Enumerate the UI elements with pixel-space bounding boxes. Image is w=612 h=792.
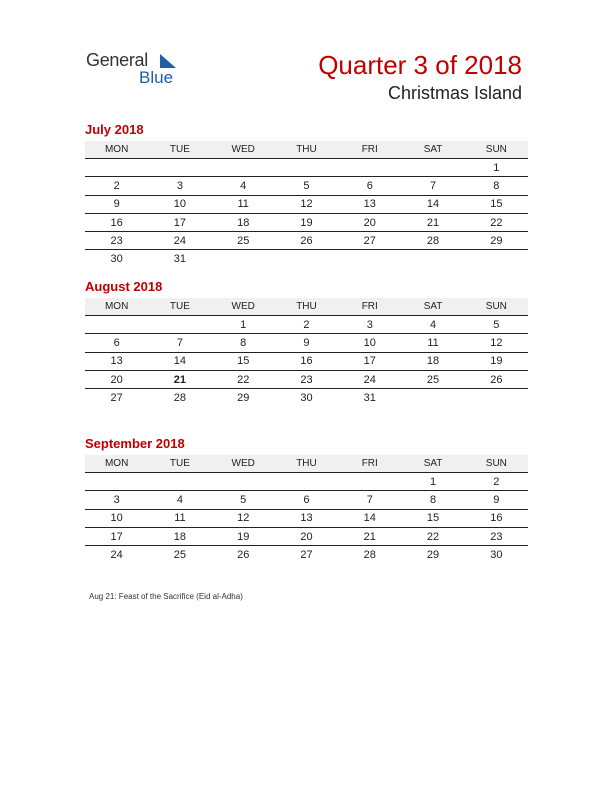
- month-title: August 2018: [85, 279, 163, 294]
- weekday-label: SAT: [401, 455, 464, 473]
- day-cell: 3: [148, 177, 211, 195]
- empty-day-cell: [465, 389, 528, 407]
- empty-day-cell: [275, 250, 338, 268]
- day-cell: 7: [401, 177, 464, 195]
- month-block-july: [85, 122, 528, 268]
- day-cell: 1: [212, 316, 275, 334]
- day-cell: 5: [465, 316, 528, 334]
- day-cell: 5: [212, 491, 275, 509]
- day-cell: 22: [212, 370, 275, 388]
- day-cell: 20: [275, 527, 338, 545]
- week-row: [85, 159, 528, 177]
- holiday-note: Aug 21: Feast of the Sacrifice (Eid al-Adha): [89, 592, 243, 601]
- day-cell: 18: [212, 213, 275, 231]
- day-cell: 20: [85, 370, 148, 388]
- day-cell: 31: [363, 391, 376, 404]
- month-title: July 2018: [85, 122, 144, 137]
- empty-day-cell: [401, 389, 464, 407]
- weekday-label: TUE: [148, 455, 211, 473]
- day-cell: 19: [275, 213, 338, 231]
- day-cell: 24: [148, 232, 211, 250]
- day-cell: 23: [275, 370, 338, 388]
- weekday-label: MON: [85, 455, 148, 473]
- day-cell: 14: [148, 352, 211, 370]
- week-row: [85, 509, 528, 527]
- empty-day-cell: [338, 250, 401, 268]
- day-cell: 26: [237, 548, 250, 561]
- day-cell: 14: [338, 509, 401, 527]
- weekday-label: THU: [275, 455, 338, 473]
- day-cell: 30: [490, 548, 503, 561]
- empty-day-cell: [401, 250, 464, 268]
- day-cell: 29: [426, 548, 440, 561]
- week-row: [85, 527, 528, 545]
- empty-day-cell: [275, 159, 338, 177]
- page-subtitle: Christmas Island: [387, 83, 522, 103]
- week-row: [85, 473, 528, 491]
- day-cell: 7: [338, 491, 401, 509]
- day-cell: 12: [212, 509, 275, 527]
- weekday-label: WED: [212, 141, 275, 159]
- day-cell: 13: [275, 509, 338, 527]
- empty-day-cell: [212, 250, 275, 268]
- day-cell: 18: [401, 352, 464, 370]
- empty-day-cell: [148, 159, 211, 177]
- month-block-august: [85, 279, 528, 406]
- day-cell: 8: [465, 177, 528, 195]
- weekday-label: SAT: [401, 298, 464, 316]
- day-cell: 7: [148, 334, 211, 352]
- day-cell: 26: [465, 370, 528, 388]
- empty-day-cell: [401, 159, 464, 177]
- day-cell: 10: [148, 195, 211, 213]
- day-cell: 12: [465, 334, 528, 352]
- calendar-grid: [85, 141, 528, 268]
- day-cell: 22: [401, 527, 464, 545]
- week-row: [85, 389, 528, 407]
- day-cell: 4: [148, 491, 211, 509]
- day-cell: 9: [465, 491, 528, 509]
- weekday-label: FRI: [338, 141, 401, 159]
- weekday-label: SAT: [401, 141, 464, 159]
- weekday-label: THU: [275, 298, 338, 316]
- logo-text-blue: Blue: [139, 68, 174, 87]
- day-cell: 10: [338, 334, 401, 352]
- logo-text-general: General: [86, 50, 148, 70]
- day-cell: 1: [465, 159, 528, 177]
- day-cell: 2: [275, 316, 338, 334]
- day-cell: 16: [275, 352, 338, 370]
- day-cell: 6: [85, 334, 148, 352]
- day-cell: 4: [401, 316, 464, 334]
- empty-day-cell: [465, 250, 528, 268]
- weekday-label: SUN: [465, 298, 528, 316]
- day-cell: 14: [401, 195, 464, 213]
- week-row: [85, 213, 528, 231]
- day-cell: 16: [465, 509, 528, 527]
- weekday-header-row: [85, 141, 528, 159]
- day-cell: 3: [85, 491, 148, 509]
- day-cell: 24: [338, 370, 401, 388]
- day-cell: 12: [275, 195, 338, 213]
- day-cell: 18: [148, 527, 211, 545]
- day-cell: 4: [212, 177, 275, 195]
- weekday-label: FRI: [338, 455, 401, 473]
- day-cell: 30: [110, 253, 123, 266]
- calendar-grid: [85, 298, 528, 406]
- day-cell: 15: [465, 195, 528, 213]
- empty-day-cell: [85, 316, 148, 334]
- day-cell: 27: [300, 548, 313, 561]
- day-cell: 9: [85, 195, 148, 213]
- empty-day-cell: [275, 473, 338, 491]
- week-row: [85, 195, 528, 213]
- day-cell: 5: [275, 177, 338, 195]
- empty-day-cell: [85, 159, 148, 177]
- empty-day-cell: [338, 159, 401, 177]
- weekday-label: MON: [85, 298, 148, 316]
- day-cell: 24: [110, 548, 123, 561]
- weekday-label: TUE: [148, 141, 211, 159]
- day-cell: 28: [401, 232, 464, 250]
- week-row: [85, 232, 528, 250]
- day-cell: 22: [465, 213, 528, 231]
- day-cell: 23: [85, 232, 148, 250]
- day-cell: 21: [148, 370, 211, 388]
- day-cell: 3: [338, 316, 401, 334]
- day-cell: 27: [338, 232, 401, 250]
- week-row: [85, 177, 528, 195]
- day-cell: 21: [338, 527, 401, 545]
- calendar-grid: [85, 455, 528, 563]
- empty-day-cell: [338, 473, 401, 491]
- day-cell: 11: [401, 334, 464, 352]
- day-cell: 16: [85, 213, 148, 231]
- weekday-label: THU: [275, 141, 338, 159]
- day-cell: 11: [212, 195, 275, 213]
- day-cell: 25: [401, 370, 464, 388]
- logo: [86, 50, 196, 90]
- week-row: [85, 334, 528, 352]
- day-cell: 15: [212, 352, 275, 370]
- day-cell: 8: [212, 334, 275, 352]
- day-cell: 13: [338, 195, 401, 213]
- day-cell: 25: [212, 232, 275, 250]
- week-row: [85, 250, 528, 268]
- day-cell: 28: [173, 391, 187, 404]
- day-cell: 20: [338, 213, 401, 231]
- weekday-label: MON: [85, 141, 148, 159]
- day-cell: 30: [300, 391, 313, 404]
- week-row: [85, 546, 528, 564]
- day-cell: 11: [148, 509, 211, 527]
- day-cell: 21: [401, 213, 464, 231]
- weekday-header-row: [85, 298, 528, 316]
- day-cell: 2: [85, 177, 148, 195]
- empty-day-cell: [212, 473, 275, 491]
- day-cell: 29: [237, 391, 250, 404]
- day-cell: 25: [173, 548, 187, 561]
- day-cell: 17: [148, 213, 211, 231]
- day-cell: 6: [338, 177, 401, 195]
- day-cell: 9: [275, 334, 338, 352]
- day-cell: 31: [173, 253, 187, 266]
- week-row: [85, 491, 528, 509]
- day-cell: 17: [85, 527, 148, 545]
- day-cell: 27: [110, 391, 123, 404]
- day-cell: 23: [465, 527, 528, 545]
- empty-day-cell: [212, 159, 275, 177]
- day-cell: 28: [363, 548, 376, 561]
- page-title: Quarter 3 of 2018: [318, 50, 522, 80]
- weekday-label: SUN: [465, 141, 528, 159]
- month-block-september: [85, 436, 528, 563]
- week-row: [85, 352, 528, 370]
- weekday-label: WED: [212, 298, 275, 316]
- day-cell: 2: [465, 473, 528, 491]
- day-cell: 29: [465, 232, 528, 250]
- day-cell: 19: [465, 352, 528, 370]
- weekday-label: TUE: [148, 298, 211, 316]
- day-cell: 26: [275, 232, 338, 250]
- week-row: [85, 370, 528, 388]
- logo-flag-icon: [160, 54, 176, 68]
- week-row: [85, 316, 528, 334]
- day-cell: 13: [85, 352, 148, 370]
- day-cell: 8: [401, 491, 464, 509]
- weekday-label: FRI: [338, 298, 401, 316]
- weekday-header-row: [85, 455, 528, 473]
- day-cell: 10: [85, 509, 148, 527]
- empty-day-cell: [148, 473, 211, 491]
- day-cell: 17: [338, 352, 401, 370]
- empty-day-cell: [85, 473, 148, 491]
- day-cell: 19: [212, 527, 275, 545]
- weekday-label: WED: [212, 455, 275, 473]
- day-cell: 1: [401, 473, 464, 491]
- day-cell: 6: [275, 491, 338, 509]
- empty-day-cell: [148, 316, 211, 334]
- month-title: September 2018: [85, 436, 185, 451]
- weekday-label: SUN: [465, 455, 528, 473]
- day-cell: 15: [401, 509, 464, 527]
